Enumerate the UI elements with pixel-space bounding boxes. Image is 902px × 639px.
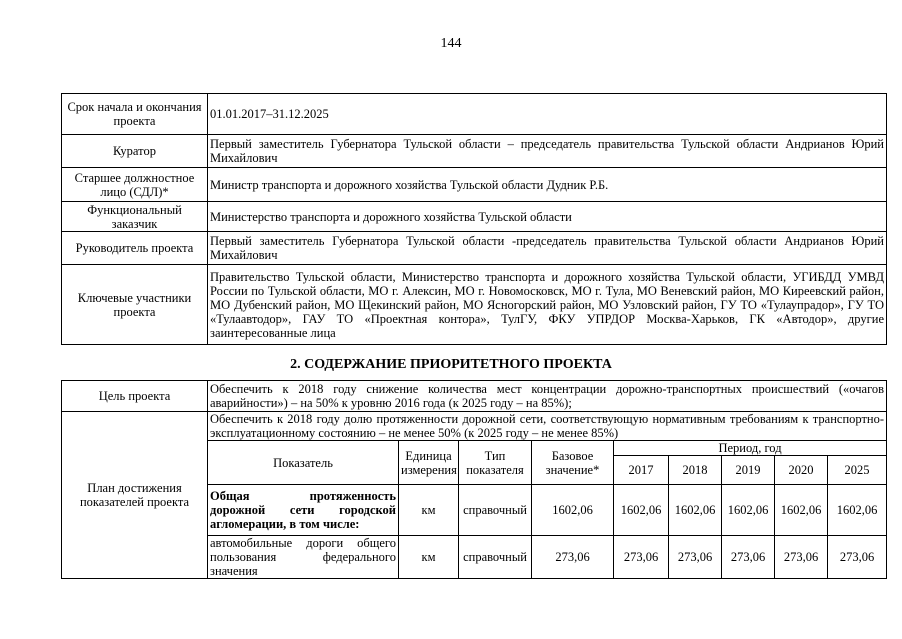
header-year: 2019 — [722, 456, 775, 485]
passport-value: Первый заместитель Губернатора Тульской области – председатель правительства Тульской области Андрианов Юрий Михайлович — [208, 135, 887, 168]
plan-label: План достижения показателей проекта — [62, 412, 208, 579]
indicator-value: 1602,06 — [669, 485, 722, 536]
indicator-value: 1602,06 — [775, 485, 828, 536]
goal-row — [62, 381, 887, 412]
indicator-unit: км — [399, 536, 459, 579]
header-type: Тип показателя — [459, 441, 532, 485]
passport-label: Старшее должностное лицо (СДЛ)* — [62, 168, 208, 202]
passport-label: Ключевые участники проекта — [62, 265, 208, 345]
passport-value: 01.01.2017–31.12.2025 — [208, 94, 887, 135]
indicator-value: 273,06 — [775, 536, 828, 579]
header-unit: Единица измерения — [399, 441, 459, 485]
indicator-value: 1602,06 — [828, 485, 887, 536]
passport-label: Срок начала и окончания проекта — [62, 94, 208, 135]
passport-value: Министерство транспорта и дорожного хозяйства Тульской области — [208, 202, 887, 232]
indicator-value: 1602,06 — [722, 485, 775, 536]
passport-label: Куратор — [62, 135, 208, 168]
passport-row — [62, 168, 887, 202]
indicator-name: автомобильные дороги общего пользования федерального значения — [208, 536, 399, 579]
passport-row — [62, 94, 887, 135]
passport-row — [62, 202, 887, 232]
indicator-unit: км — [399, 485, 459, 536]
indicator-type: справочный — [459, 485, 532, 536]
passport-label: Руководитель проекта — [62, 232, 208, 265]
indicator-value: 273,06 — [669, 536, 722, 579]
header-indicator: Показатель — [208, 441, 399, 485]
goal-row — [62, 412, 887, 441]
passport-value: Правительство Тульской области, Министерство транспорта и дорожного хозяйства Тульской области, УГИБДД УМВД России по Тульской области, МО г. Алексин, МО г. Новомосковск, МО г. Тула, МО Веневский район, МО Киреевский район, МО Дубенский район, МО Щекинский район, МО Ясногорский район, МО Узловский район, ГУ ТО «Тулаупрадор», ГУ ТО «Тулаавтодор», ГАУ ТО «Проектная контора», ТулГУ, ФКУ УПРДОР Москва-Харьков, ГК «Автодор», другие заинтересованные лица — [208, 265, 887, 345]
indicator-value: 1602,06 — [614, 485, 669, 536]
indicator-value: 273,06 — [722, 536, 775, 579]
section-title: 2. СОДЕРЖАНИЕ ПРИОРИТЕТНОГО ПРОЕКТА — [290, 357, 612, 372]
indicator-value: 273,06 — [614, 536, 669, 579]
indicator-type: справочный — [459, 536, 532, 579]
passport-value: Министр транспорта и дорожного хозяйства Тульской области Дудник Р.Б. — [208, 168, 887, 202]
passport-row — [62, 265, 887, 345]
goal-text-2: Обеспечить к 2018 году долю протяженности дорожной сети, соответствующую нормативным требованиям к транспортно-эксплуатационному состоянию – не менее 50% (к 2025 году – не менее 85%) — [208, 412, 887, 441]
header-year: 2020 — [775, 456, 828, 485]
passport-label: Функциональный заказчик — [62, 202, 208, 232]
header-period: Период, год — [614, 441, 887, 456]
header-year: 2017 — [614, 456, 669, 485]
header-base: Базовое значение* — [532, 441, 614, 485]
goal-label: Цель проекта — [62, 381, 208, 412]
passport-row — [62, 135, 887, 168]
project-content-table — [61, 380, 887, 579]
header-year: 2025 — [828, 456, 887, 485]
passport-row — [62, 232, 887, 265]
passport-value: Первый заместитель Губернатора Тульской области -председатель правительства Тульской области Андрианов Юрий Михайлович — [208, 232, 887, 265]
page-number: 144 — [440, 36, 462, 51]
header-year: 2018 — [669, 456, 722, 485]
indicator-name: Общая протяженность дорожной сети городской агломерации, в том числе: — [208, 485, 399, 536]
indicator-value: 273,06 — [828, 536, 887, 579]
project-passport-table — [61, 93, 887, 345]
goal-text-1: Обеспечить к 2018 году снижение количества мест концентрации дорожно-транспортных происшествий («очагов аварийности») – на 50% к уровню 2016 года (к 2025 году – на 85%); — [208, 381, 887, 412]
indicator-base: 1602,06 — [532, 485, 614, 536]
indicator-base: 273,06 — [532, 536, 614, 579]
